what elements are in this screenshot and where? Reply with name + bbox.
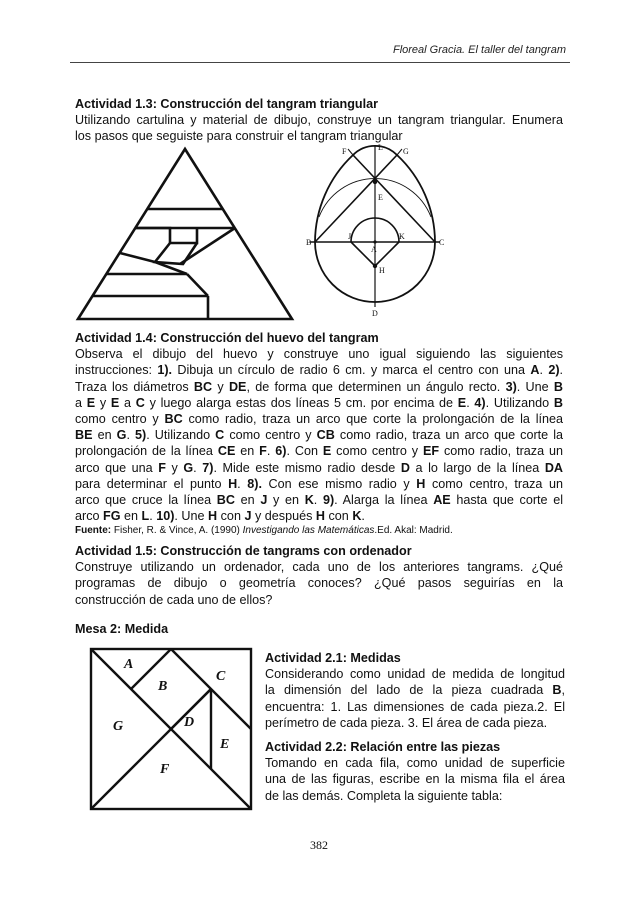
activity-1-5 bbox=[75, 543, 563, 608]
triangle-piece-edge bbox=[135, 228, 197, 243]
activity-2-2-line: una de las figuras, escribe en la misma fila el área bbox=[265, 772, 565, 787]
activity-1-5-line: Construye utilizando un ordenador, cada uno de los anteriores tangrams. ¿Qué bbox=[75, 560, 563, 575]
piece-label-g: G bbox=[113, 719, 124, 734]
instruction-line: instrucciones: 1). Dibuja un círculo de radio 6 cm. y marca el centro con una A. 2). bbox=[75, 363, 564, 378]
point-h-dot bbox=[373, 264, 377, 268]
activity-2-2 bbox=[265, 739, 565, 804]
activity-2-1-line: perímetro de cada pieza. 3. El área de cada pieza. bbox=[265, 715, 548, 730]
instruction-line: prolongación de la línea CE en F. 6). Con E como centro y EF como radio, traza un bbox=[75, 444, 563, 459]
source-citation: Fuente: Fisher, R. & Vince, A. (1990) Investigando las Matemáticas.Ed. Akal: Madrid. bbox=[75, 525, 453, 537]
activity-2-1-line: la dimensión del lado de la pieza cuadrada B, bbox=[265, 683, 565, 698]
instruction-line: para determinar el punto H. 8). Con ese mismo radio y H como centro, traza un bbox=[75, 476, 564, 491]
triangle-piece-edge bbox=[180, 228, 235, 264]
piece-label-d: D bbox=[184, 715, 195, 730]
instruction-line: arco FG en L. 10). Une H con J y después H con K. bbox=[75, 509, 365, 524]
label-d: D bbox=[372, 309, 378, 318]
page-number: 382 bbox=[310, 838, 328, 852]
activity-1-3-line: Utilizando cartulina y material de dibujo, construye un tangram triangular. Enumera bbox=[75, 113, 563, 128]
activity-1-4-title: Actividad 1.4: Construcción del huevo del tangram bbox=[75, 331, 379, 345]
activity-1-5-title: Actividad 1.5: Construcción de tangrams con ordenador bbox=[75, 544, 412, 558]
triangular-tangram-figure bbox=[75, 146, 295, 322]
activity-2-1-title: Actividad 2.1: Medidas bbox=[265, 651, 401, 665]
label-b: B bbox=[306, 238, 312, 247]
square-tangram-figure bbox=[88, 646, 254, 812]
egg-right-arc bbox=[397, 155, 435, 242]
triangle-piece-edge bbox=[187, 274, 208, 296]
line-cf bbox=[353, 155, 435, 242]
activity-1-4 bbox=[75, 330, 563, 537]
triangle-piece-edge bbox=[120, 253, 155, 262]
label-j: J bbox=[348, 232, 352, 241]
instruction-line: BE en G. 5). Utilizando C como centro y CB como radio, traza un arco que corte la bbox=[75, 428, 564, 443]
activity-2-1-line: Considerando como unidad de medida de longitud bbox=[265, 667, 565, 682]
running-header: Floreal Gracia. El taller del tangram bbox=[392, 44, 566, 56]
activity-2-2-line: Tomando en cada fila, como unidad de superficie bbox=[265, 756, 565, 771]
piece-label-e: E bbox=[220, 737, 230, 752]
tangram-piece-edge bbox=[91, 689, 211, 809]
point-a-dot bbox=[373, 240, 376, 243]
instruction-line: Observa el dibujo del huevo y construye uno igual siguiendo las siguientes bbox=[75, 347, 563, 362]
egg-construction-figure bbox=[300, 142, 460, 324]
point-e-dot bbox=[373, 180, 377, 184]
header-rule bbox=[70, 62, 570, 63]
piece-label-c: C bbox=[216, 669, 226, 684]
line-hk bbox=[375, 242, 399, 266]
activity-1-5-line: construcción de cada uno de ellos? bbox=[75, 592, 273, 607]
egg-left-arc bbox=[315, 155, 353, 242]
line-g-tick bbox=[397, 149, 402, 155]
piece-label-b: B bbox=[158, 679, 168, 694]
piece-label-f: F bbox=[160, 762, 170, 777]
instruction-line: arco que una F y G. 7). Mide este mismo radio desde D a lo largo de la línea DA bbox=[75, 460, 564, 475]
label-l: L bbox=[378, 143, 383, 152]
activity-2-1 bbox=[265, 650, 565, 731]
activity-1-3-title: Actividad 1.3: Construcción del tangram triangular bbox=[75, 97, 379, 111]
instruction-line: arco que cruce la línea BC en J y en K. 9). Alarga la línea AE hasta que corte el bbox=[75, 493, 563, 508]
line-f-tick bbox=[348, 149, 353, 155]
instruction-line: a E y E a C y luego alarga estas dos líneas 5 cm. por encima de E. 4). Utilizando B bbox=[75, 395, 563, 410]
label-a: A bbox=[371, 245, 377, 254]
activity-2-2-title: Actividad 2.2: Relación entre las piezas bbox=[265, 740, 501, 754]
label-f: F bbox=[342, 147, 347, 156]
instruction-line: Traza los diámetros BC y DE, de forma que determinen un ángulo recto. 3). Une B bbox=[75, 379, 563, 394]
activity-1-5-line: programas de dibujo o geometría conoces? ¿Qué pasos seguirías en la bbox=[75, 576, 563, 591]
triangle-piece-edge bbox=[155, 243, 197, 264]
label-c: C bbox=[439, 238, 445, 247]
activity-1-3-line: los pasos que seguiste para construir el tangram triangular bbox=[75, 129, 403, 144]
activity-1-3 bbox=[75, 96, 563, 145]
activity-2-2-line: de las demás. Completa la siguiente tabla: bbox=[265, 788, 503, 803]
piece-label-a: A bbox=[124, 657, 134, 672]
activity-2-1-line: encuentra: 1. Las dimensiones de cada pieza.2. El bbox=[265, 699, 565, 714]
mesa-2-title: Mesa 2: Medida bbox=[75, 622, 169, 636]
label-h: H bbox=[379, 266, 385, 275]
label-k: K bbox=[399, 232, 405, 241]
label-e: E bbox=[378, 193, 383, 202]
label-g: G bbox=[403, 147, 409, 156]
line-bg bbox=[315, 155, 397, 242]
instruction-line: como centro y BC como radio, traza un arco que corte la prolongación de la línea bbox=[75, 412, 563, 427]
triangle-outline bbox=[78, 149, 292, 319]
